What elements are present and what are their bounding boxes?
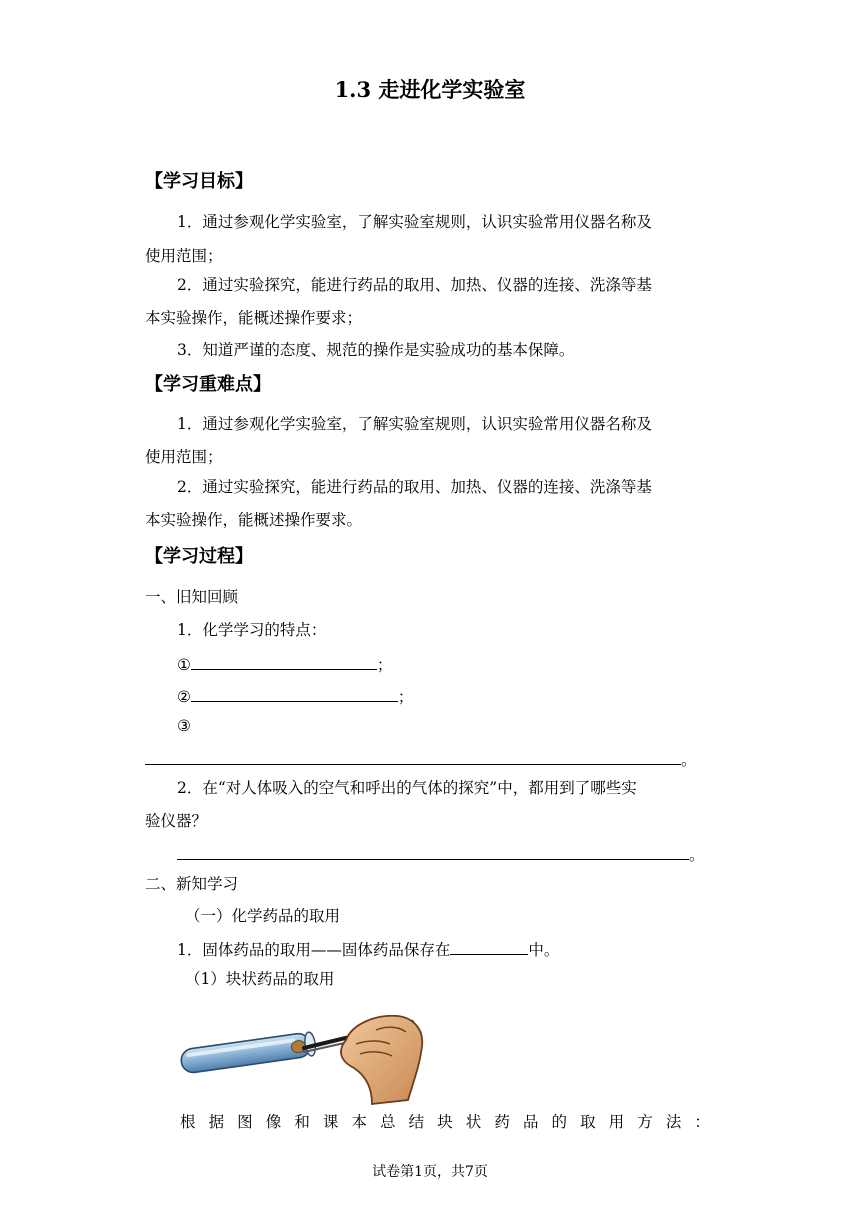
answer-blank-5[interactable] xyxy=(450,938,528,955)
summary-char: 和 xyxy=(294,1113,310,1131)
page-footer: 试卷第1页，共7页 xyxy=(372,1164,488,1180)
summary-char: 用 xyxy=(608,1113,625,1131)
key-line-3: 2．通过实验探究，能进行药品的取用、加热、仪器的连接、洗涤等基 xyxy=(177,478,652,496)
newlearn-sub1: （一）化学药品的取用 xyxy=(185,907,341,925)
q2-end: 。 xyxy=(689,846,705,864)
review-q2-answer-row xyxy=(177,843,705,865)
circle-2-label: ② xyxy=(177,688,191,706)
review-part-title: 一、旧知回顾 xyxy=(145,588,239,606)
key-heading: 【学习重难点】 xyxy=(145,374,271,395)
answer-blank-4[interactable] xyxy=(177,843,689,860)
answer-blank-1[interactable] xyxy=(191,653,377,670)
goal-line-3: 2．通过实验探究，能进行药品的取用、加热、仪器的连接、洗涤等基 xyxy=(177,276,652,294)
summary-char: 方 xyxy=(637,1113,653,1131)
summary-prompt-row xyxy=(180,1110,710,1132)
review-q2-line-2: 验仪器？ xyxy=(145,812,208,830)
goal-line-4: 本实验操作，能概述操作要求； xyxy=(145,309,363,327)
newlearn-part-title: 二、新知学习 xyxy=(145,875,239,893)
goal-line-2: 使用范围； xyxy=(145,247,223,265)
key-line-2: 使用范围； xyxy=(145,448,223,466)
answer-blank-2[interactable] xyxy=(191,685,398,702)
summary-char: 法 xyxy=(665,1113,682,1131)
item1-pre: 1．固体药品的取用——固体药品保存在 xyxy=(177,941,451,959)
summary-char: 块 xyxy=(437,1113,453,1131)
summary-char: 根 xyxy=(180,1113,196,1131)
summary-char: 据 xyxy=(208,1113,225,1131)
summary-char: 总 xyxy=(380,1113,396,1131)
c1-end: ； xyxy=(376,656,393,674)
c2-end: ； xyxy=(397,688,414,706)
summary-char: 课 xyxy=(322,1113,339,1131)
summary-char: 状 xyxy=(465,1113,482,1131)
summary-char: 取 xyxy=(580,1113,596,1131)
key-line-1: 1．通过参观化学实验室，了解实验室规则，认识实验常用仪器名称及 xyxy=(177,415,652,433)
summary-char: 本 xyxy=(351,1113,367,1131)
summary-char: 结 xyxy=(408,1113,425,1131)
review-c2-row xyxy=(177,685,413,707)
key-line-4: 本实验操作，能概述操作要求。 xyxy=(145,511,363,529)
newlearn-item1 xyxy=(177,938,559,960)
summary-char: 像 xyxy=(265,1113,282,1131)
review-q1: 1．化学学习的特点： xyxy=(177,621,327,639)
circle-3-label: ③ xyxy=(177,717,191,735)
goal-line-5: 3．知道严谨的态度、规范的操作是实验成功的基本保障。 xyxy=(177,341,575,359)
page-title: 1.3 走进化学实验室 xyxy=(334,77,526,102)
review-c3-row xyxy=(145,748,697,770)
c3-end: 。 xyxy=(681,751,697,769)
review-c1-row xyxy=(177,653,392,675)
item1-post: 中。 xyxy=(528,941,560,959)
summary-char: 的 xyxy=(551,1113,568,1131)
summary-char: ： xyxy=(694,1113,710,1131)
test-tube-tweezers-illustration xyxy=(176,1004,436,1108)
newlearn-item1a: （1）块状药品的取用 xyxy=(185,970,335,988)
goal-line-1: 1．通过参观化学实验室，了解实验室规则，认识实验常用仪器名称及 xyxy=(177,213,652,231)
circle-1-label: ① xyxy=(177,656,191,674)
summary-char: 品 xyxy=(522,1113,539,1131)
summary-char: 图 xyxy=(237,1113,253,1131)
goals-heading: 【学习目标】 xyxy=(145,171,253,192)
process-heading: 【学习过程】 xyxy=(145,546,253,567)
answer-blank-3[interactable] xyxy=(145,748,681,765)
summary-char: 药 xyxy=(494,1113,510,1131)
review-q2-line-1: 2．在“对人体吸入的空气和呼出的气体的探究”中，都用到了哪些实 xyxy=(177,779,637,797)
